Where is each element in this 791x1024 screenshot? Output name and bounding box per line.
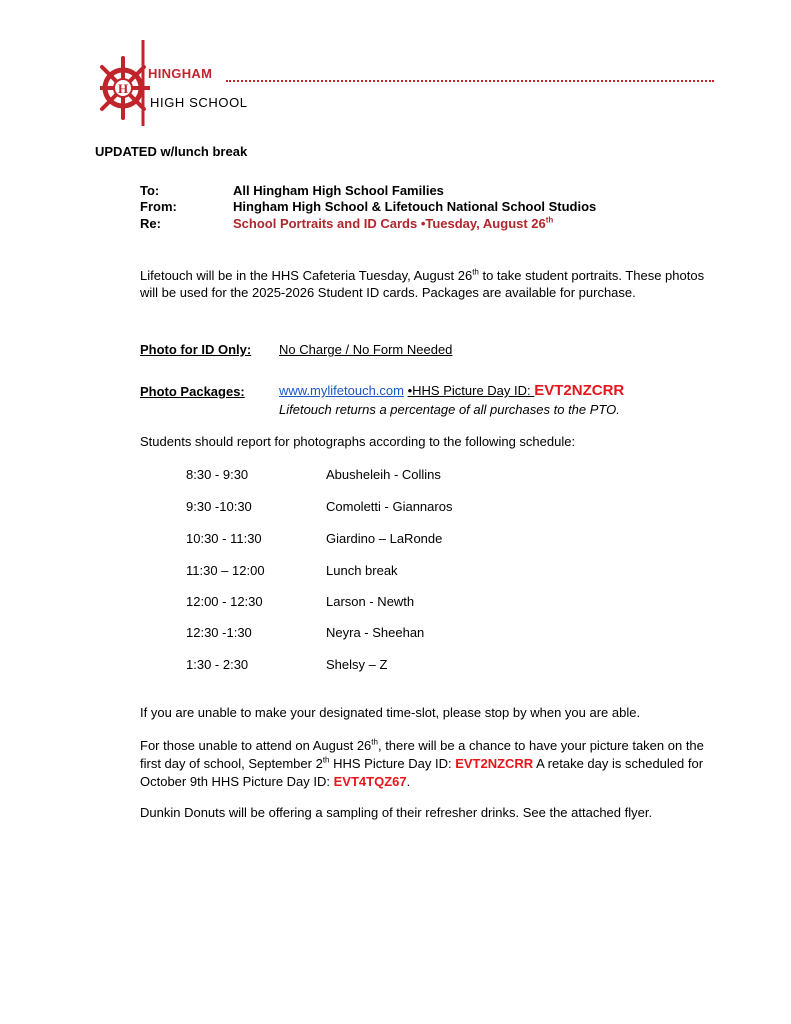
re-text: School Portraits and ID Cards •Tuesday, August 26	[233, 216, 546, 231]
school-name-line1: HINGHAM	[148, 66, 213, 81]
photo-id-label: Photo for ID Only:	[140, 342, 252, 357]
dunkin-paragraph: Dunkin Donuts will be offering a sampling of their refresher drinks. See the attached flyer.	[140, 805, 653, 820]
from-label: From:	[140, 199, 177, 214]
schedule-intro: Students should report for photographs according to the following schedule:	[140, 434, 576, 449]
unable-paragraph: If you are unable to make your designated time-slot, please stop by when you are able.	[140, 705, 641, 720]
packages-label: Photo Packages:	[140, 384, 245, 399]
picture-day-code: EVT2NZCRR	[534, 382, 625, 399]
packages-note: Lifetouch returns a percentage of all purchases to the PTO.	[279, 402, 620, 417]
schedule-time: 9:30 -10:30	[186, 499, 252, 514]
retake-day-code: EVT4TQZ67	[333, 774, 407, 789]
schedule-names: Giardino – LaRonde	[326, 531, 443, 546]
schedule-time: 8:30 - 9:30	[186, 467, 249, 482]
school-logo	[100, 40, 150, 128]
photo-id-value: No Charge / No Form Needed	[279, 342, 453, 357]
re-value	[233, 216, 553, 231]
schedule-time: 10:30 - 11:30	[186, 531, 262, 546]
re-sup: th	[545, 215, 554, 225]
logo-letter: H	[117, 81, 129, 96]
school-name-line2: HIGH SCHOOL	[150, 95, 248, 110]
schedule-names: Neyra - Sheehan	[326, 625, 425, 640]
to-label: To:	[140, 183, 160, 198]
lifetouch-link[interactable]: www.mylifetouch.com	[279, 383, 404, 398]
from-value: Hingham High School & Lifetouch National School Studios	[233, 199, 597, 214]
header-divider	[226, 80, 714, 82]
updated-notice: UPDATED w/lunch break	[95, 144, 248, 159]
schedule-time: 1:30 - 2:30	[186, 657, 249, 672]
picture-day-id-label: •HHS Picture Day ID:	[407, 383, 535, 398]
schedule-names: Larson - Newth	[326, 594, 415, 609]
schedule-names: Abusheleih - Collins	[326, 467, 441, 482]
packages-line	[279, 382, 624, 399]
schedule-time: 12:00 - 12:30	[186, 594, 263, 609]
schedule-time: 11:30 – 12:00	[186, 563, 265, 578]
schedule-names: Lunch break	[326, 563, 398, 578]
schedule-names: Shelsy – Z	[326, 657, 388, 672]
re-label: Re:	[140, 216, 161, 231]
picture-day-code-first-day: EVT2NZCRR	[455, 756, 534, 771]
intro-paragraph: Lifetouch will be in the HHS Cafeteria Tuesday, August 26th to take student portraits. These photos will be used for the 2025-2026 Student ID cards. Packages are available for purchase.	[140, 267, 705, 300]
to-value: All Hingham High School Families	[233, 183, 444, 198]
schedule-names: Comoletti - Giannaros	[326, 499, 453, 514]
schedule-time: 12:30 -1:30	[186, 625, 252, 640]
attend-paragraph: For those unable to attend on August 26th, there will be a chance to have your picture taken on the first day of school, September 2th HHS Picture Day ID: EVT2NZCRR A retake day is scheduled for October 9th HHS Picture Day ID: EVT4TQZ67.	[140, 737, 704, 789]
